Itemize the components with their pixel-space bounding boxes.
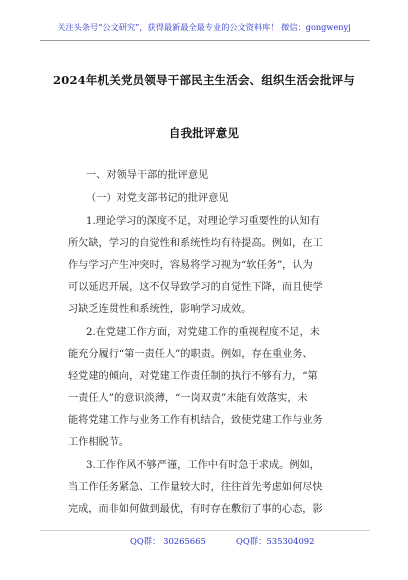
- header-banner: 关注头条号“公文研究”，获得最新最全最专业的公文资料库！ 微信：gongwenyj: [57, 22, 351, 32]
- paragraph-2-line-6: 工作相脱节。: [68, 437, 130, 448]
- paragraph-2-line-3: 轻党建的倾向，对党建工作责任制的执行不够有力，“第: [68, 371, 318, 382]
- paragraph-2-line-1: 2.在党建工作方面，对党建工作的重视程度不足，未: [86, 327, 320, 338]
- section-heading: 一、对领导干部的批评意见: [86, 170, 209, 181]
- paragraph-3-line-3: 完成，而非如何做到最优，有时存在敷衍了事的心态，影: [68, 504, 323, 515]
- paragraph-1-line-5: 习缺乏连贯性和系统性，影响学习成效。: [68, 304, 252, 315]
- paragraph-3-line-1: 3.工作作风不够严谨，工作中有时急于求成。例如，: [86, 460, 320, 471]
- paragraph-3-line-2: 当工作任务紧急、工作量较大时，往往首先考虑如何尽快: [68, 482, 323, 493]
- footer-qq-group-2: QQ群：535304092: [236, 536, 315, 546]
- paragraph-2-line-4: 一责任人”的意识淡薄，“一岗双责”未能有效落实，未: [68, 393, 308, 404]
- footer-divider: [40, 530, 370, 531]
- paragraph-2-line-5: 能将党建工作与业务工作有机结合，致使党建工作与业务: [68, 415, 323, 426]
- paragraph-1-line-3: 作与学习产生冲突时，容易将学习视为“软任务”，认为: [68, 260, 313, 271]
- paragraph-2-line-2: 能充分履行“第一责任人”的职责。例如，存在重业务、: [68, 349, 313, 360]
- header-divider: [40, 40, 370, 41]
- paragraph-1-line-1: 1.理论学习的深度不足，对理论学习重要性的认知有: [86, 216, 320, 227]
- paragraph-1-line-4: 可以延迟开展，这不仅导致学习的自觉性下降，而且使学: [68, 282, 323, 293]
- footer: [0, 535, 408, 549]
- document-title-line-1: 2024年机关党员领导干部民主生活会、组织生活会批评与: [53, 73, 355, 87]
- footer-qq-group-1: QQ群： 30265665: [130, 536, 206, 546]
- subsection-heading: （一）对党支部书记的批评意见: [86, 193, 229, 204]
- paragraph-1-line-2: 所欠缺，学习的自觉性和系统性均有待提高。例如，在工: [68, 238, 323, 249]
- document-title-line-2: 自我批评意见: [168, 126, 240, 140]
